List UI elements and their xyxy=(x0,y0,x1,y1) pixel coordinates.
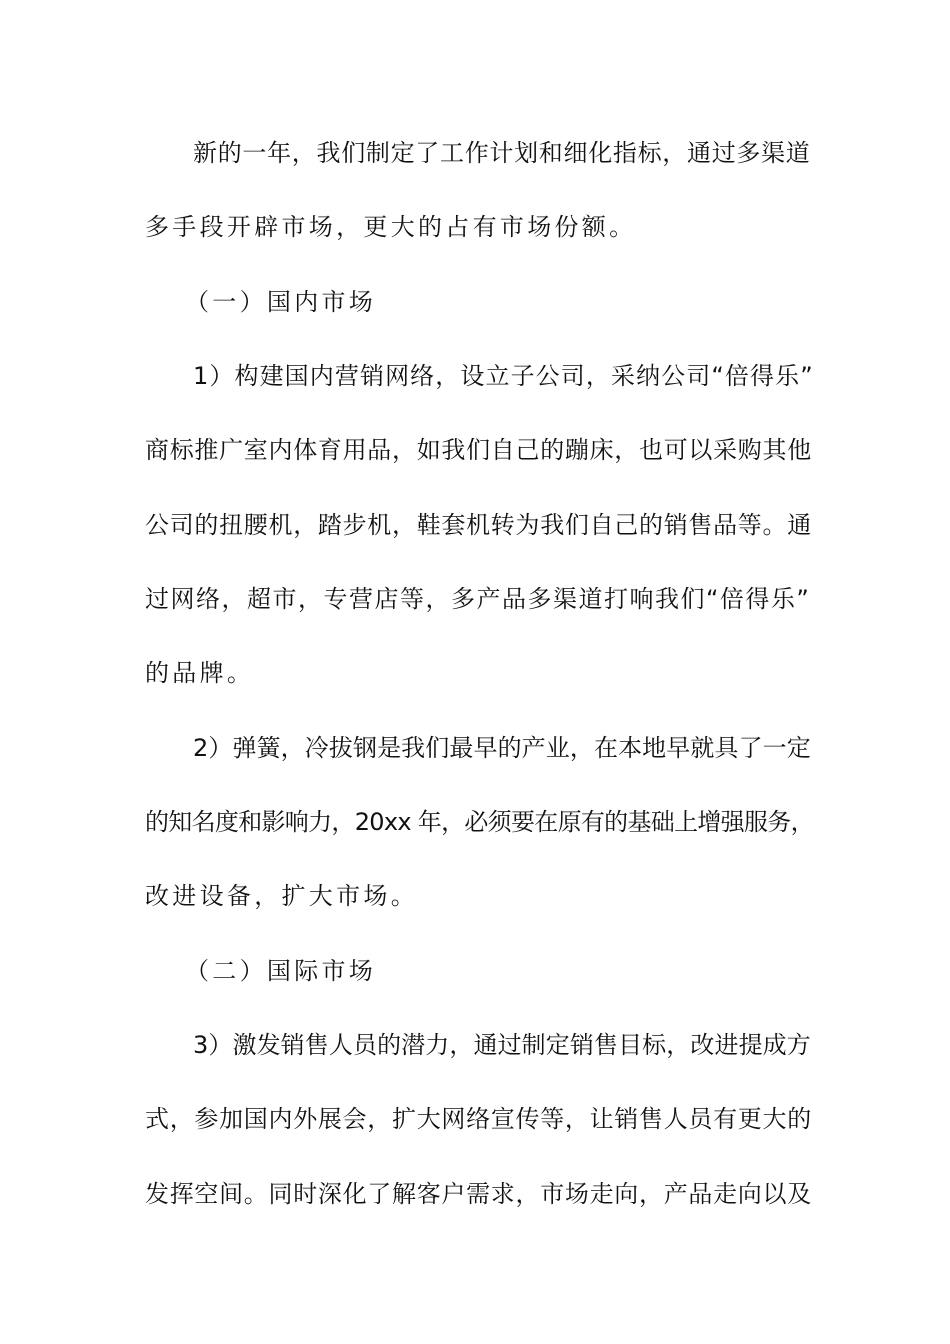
paragraph-line: 改进设备，扩大市场。 xyxy=(145,882,418,910)
paragraph-line: 3）激发销售人员的潜力，通过制定销售目标，改进提成方 xyxy=(193,1031,811,1059)
paragraph-line: 公司的扭腰机，踏步机，鞋套机转为我们自己的销售品等。通 xyxy=(145,511,812,539)
paragraph-line: 1）构建国内营销网络，设立子公司，采纳公司“倍得乐” xyxy=(193,362,814,390)
section-heading: （一）国内市场 xyxy=(185,288,377,316)
paragraph-line: 商标推广室内体育用品，如我们自己的蹦床，也可以采购其他 xyxy=(145,436,812,464)
paragraph-line: 式，参加国内外展会，扩大网络宣传等，让销售人员有更大的 xyxy=(145,1105,812,1133)
section-heading: （二）国际市场 xyxy=(185,957,377,985)
paragraph-line: 新的一年，我们制定了工作计划和细化指标，通过多渠道 xyxy=(193,139,811,167)
paragraph-line: 的品牌。 xyxy=(145,659,255,687)
paragraph-line: 的知名度和影响力，20xx 年，必须要在原有的基础上增强服务， xyxy=(145,808,814,836)
paragraph-line: 多手段开辟市场，更大的占有市场份额。 xyxy=(145,213,637,241)
paragraph-line: 2）弹簧，冷拔钢是我们最早的产业，在本地早就具了一定 xyxy=(193,734,811,762)
paragraph-line: 过网络，超市，专营店等，多产品多渠道打响我们“倍得乐” xyxy=(145,585,811,613)
paragraph-line: 发挥空间。同时深化了解客户需求，市场走向，产品走向以及 xyxy=(145,1180,812,1208)
